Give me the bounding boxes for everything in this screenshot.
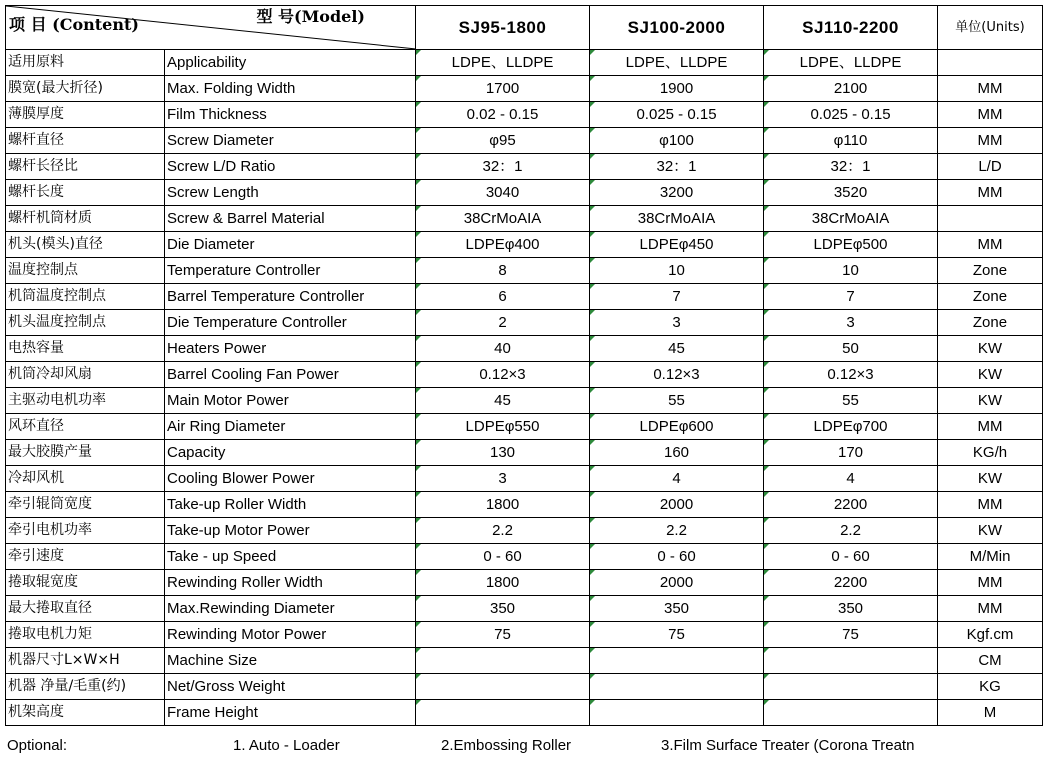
value-cell: 170 bbox=[764, 440, 938, 466]
table-row bbox=[6, 154, 1043, 180]
value-cell: 38CrMoAIA bbox=[416, 206, 590, 232]
value-cell: 6 bbox=[416, 284, 590, 310]
row-label-zh: 膜宽(最大折径) bbox=[6, 76, 165, 102]
row-label-en: Take-up Roller Width bbox=[165, 492, 416, 518]
value-cell: φ100 bbox=[590, 128, 764, 154]
value-cell: 3 bbox=[590, 310, 764, 336]
optional-item: 3.Film Surface Treater (Corona Treatn bbox=[661, 737, 915, 754]
table-row bbox=[6, 492, 1043, 518]
table-row bbox=[6, 674, 1043, 700]
value-cell: 350 bbox=[590, 596, 764, 622]
unit-cell: MM bbox=[938, 76, 1043, 102]
unit-cell: KW bbox=[938, 518, 1043, 544]
value-cell: 7 bbox=[590, 284, 764, 310]
value-cell: 130 bbox=[416, 440, 590, 466]
unit-cell: KW bbox=[938, 466, 1043, 492]
row-label-en: Net/Gross Weight bbox=[165, 674, 416, 700]
value-cell: LDPE、LLDPE bbox=[764, 50, 938, 76]
value-cell: 32：1 bbox=[590, 154, 764, 180]
value-cell: 3 bbox=[764, 310, 938, 336]
value-cell: 2200 bbox=[764, 570, 938, 596]
unit-cell: L/D bbox=[938, 154, 1043, 180]
item-label: 项 目 (Content) bbox=[9, 15, 139, 34]
optional-label: Optional: bbox=[7, 737, 68, 754]
value-cell: 350 bbox=[764, 596, 938, 622]
row-label-en: Applicability bbox=[165, 50, 416, 76]
optional-item: 2.Embossing Roller bbox=[441, 737, 572, 754]
value-cell bbox=[590, 700, 764, 726]
value-cell: 38CrMoAIA bbox=[764, 206, 938, 232]
header-diagonal-cell bbox=[6, 6, 416, 50]
row-label-en: Film Thickness bbox=[165, 102, 416, 128]
table-row bbox=[6, 622, 1043, 648]
value-cell: 350 bbox=[416, 596, 590, 622]
row-label-zh: 牵引电机功率 bbox=[6, 518, 165, 544]
row-label-zh: 机器 净量/毛重(约) bbox=[6, 674, 165, 700]
row-label-zh: 牵引辊筒宽度 bbox=[6, 492, 165, 518]
value-cell: LDPEφ600 bbox=[590, 414, 764, 440]
value-cell: 45 bbox=[416, 388, 590, 414]
optional-line bbox=[7, 737, 1047, 757]
row-label-zh: 电热容量 bbox=[6, 336, 165, 362]
table-row bbox=[6, 362, 1043, 388]
value-cell: LDPEφ500 bbox=[764, 232, 938, 258]
value-cell: 8 bbox=[416, 258, 590, 284]
value-cell: 3520 bbox=[764, 180, 938, 206]
value-cell: φ110 bbox=[764, 128, 938, 154]
row-label-en: Rewinding Roller Width bbox=[165, 570, 416, 596]
unit-cell: Kgf.cm bbox=[938, 622, 1043, 648]
value-cell: 10 bbox=[590, 258, 764, 284]
table-row bbox=[6, 180, 1043, 206]
value-cell: φ95 bbox=[416, 128, 590, 154]
value-cell: LDPE、LLDPE bbox=[590, 50, 764, 76]
row-label-zh: 捲取辊宽度 bbox=[6, 570, 165, 596]
value-cell bbox=[764, 648, 938, 674]
value-cell: 1800 bbox=[416, 570, 590, 596]
row-label-zh: 螺杆直径 bbox=[6, 128, 165, 154]
row-label-en: Max.Rewinding Diameter bbox=[165, 596, 416, 622]
unit-cell: Zone bbox=[938, 310, 1043, 336]
value-cell: 45 bbox=[590, 336, 764, 362]
unit-cell: Zone bbox=[938, 284, 1043, 310]
value-cell: 2.2 bbox=[416, 518, 590, 544]
table-row bbox=[6, 258, 1043, 284]
value-cell: 0 - 60 bbox=[764, 544, 938, 570]
model-header: SJ100-2000 bbox=[590, 6, 764, 50]
table-row bbox=[6, 518, 1043, 544]
value-cell: 75 bbox=[590, 622, 764, 648]
value-cell: LDPEφ550 bbox=[416, 414, 590, 440]
value-cell: 3 bbox=[416, 466, 590, 492]
value-cell: 2200 bbox=[764, 492, 938, 518]
unit-cell: M bbox=[938, 700, 1043, 726]
value-cell: 1800 bbox=[416, 492, 590, 518]
model-label: 型 号(Model) bbox=[256, 7, 365, 26]
value-cell: LDPEφ700 bbox=[764, 414, 938, 440]
table-row bbox=[6, 570, 1043, 596]
table-row bbox=[6, 50, 1043, 76]
row-label-zh: 最大胶膜产量 bbox=[6, 440, 165, 466]
value-cell: 55 bbox=[764, 388, 938, 414]
row-label-en: Die Temperature Controller bbox=[165, 310, 416, 336]
unit-cell: MM bbox=[938, 180, 1043, 206]
row-label-en: Air Ring Diameter bbox=[165, 414, 416, 440]
value-cell: 55 bbox=[590, 388, 764, 414]
value-cell: 75 bbox=[416, 622, 590, 648]
value-cell bbox=[764, 700, 938, 726]
row-label-zh: 螺杆长径比 bbox=[6, 154, 165, 180]
unit-cell: M/Min bbox=[938, 544, 1043, 570]
value-cell: 160 bbox=[590, 440, 764, 466]
value-cell: LDPEφ400 bbox=[416, 232, 590, 258]
table-row bbox=[6, 206, 1043, 232]
unit-cell: CM bbox=[938, 648, 1043, 674]
row-label-en: Barrel Temperature Controller bbox=[165, 284, 416, 310]
unit-cell: MM bbox=[938, 128, 1043, 154]
value-cell: 3200 bbox=[590, 180, 764, 206]
unit-cell bbox=[938, 50, 1043, 76]
value-cell: 3040 bbox=[416, 180, 590, 206]
unit-cell bbox=[938, 206, 1043, 232]
value-cell: 1900 bbox=[590, 76, 764, 102]
value-cell bbox=[416, 674, 590, 700]
row-label-en: Screw & Barrel Material bbox=[165, 206, 416, 232]
optional-item: 1. Auto - Loader bbox=[233, 737, 340, 754]
value-cell: 2 bbox=[416, 310, 590, 336]
row-label-en: Die Diameter bbox=[165, 232, 416, 258]
spec-table bbox=[5, 5, 1043, 726]
row-label-en: Capacity bbox=[165, 440, 416, 466]
value-cell: 38CrMoAIA bbox=[590, 206, 764, 232]
unit-cell: MM bbox=[938, 102, 1043, 128]
table-row bbox=[6, 310, 1043, 336]
value-cell: 2000 bbox=[590, 492, 764, 518]
unit-cell: KW bbox=[938, 388, 1043, 414]
table-row bbox=[6, 388, 1043, 414]
value-cell: 32：1 bbox=[764, 154, 938, 180]
row-label-en: Cooling Blower Power bbox=[165, 466, 416, 492]
row-label-zh: 机器尺寸L×W×H bbox=[6, 648, 165, 674]
row-label-zh: 薄膜厚度 bbox=[6, 102, 165, 128]
value-cell bbox=[764, 674, 938, 700]
unit-cell: MM bbox=[938, 570, 1043, 596]
row-label-en: Barrel Cooling Fan Power bbox=[165, 362, 416, 388]
row-label-zh: 温度控制点 bbox=[6, 258, 165, 284]
row-label-zh: 主驱动电机功率 bbox=[6, 388, 165, 414]
value-cell: 0.12×3 bbox=[590, 362, 764, 388]
value-cell: 2000 bbox=[590, 570, 764, 596]
row-label-en: Take - up Speed bbox=[165, 544, 416, 570]
value-cell: 2.2 bbox=[590, 518, 764, 544]
row-label-zh: 机头温度控制点 bbox=[6, 310, 165, 336]
value-cell: LDPE、LLDPE bbox=[416, 50, 590, 76]
table-row bbox=[6, 336, 1043, 362]
value-cell: 50 bbox=[764, 336, 938, 362]
value-cell: 1700 bbox=[416, 76, 590, 102]
table-row bbox=[6, 76, 1043, 102]
row-label-zh: 机筒温度控制点 bbox=[6, 284, 165, 310]
row-label-en: Screw Length bbox=[165, 180, 416, 206]
value-cell bbox=[590, 648, 764, 674]
table-row bbox=[6, 700, 1043, 726]
table-row bbox=[6, 414, 1043, 440]
value-cell: 0.02 - 0.15 bbox=[416, 102, 590, 128]
unit-cell: KG bbox=[938, 674, 1043, 700]
value-cell bbox=[416, 648, 590, 674]
header-row bbox=[6, 6, 1043, 50]
table-row bbox=[6, 440, 1043, 466]
value-cell: 7 bbox=[764, 284, 938, 310]
value-cell: 10 bbox=[764, 258, 938, 284]
unit-cell: MM bbox=[938, 596, 1043, 622]
model-header: SJ95-1800 bbox=[416, 6, 590, 50]
row-label-zh: 机筒冷却风扇 bbox=[6, 362, 165, 388]
value-cell: 4 bbox=[764, 466, 938, 492]
row-label-en: Machine Size bbox=[165, 648, 416, 674]
table-row bbox=[6, 232, 1043, 258]
unit-cell: KG/h bbox=[938, 440, 1043, 466]
table-row bbox=[6, 128, 1043, 154]
unit-cell: KW bbox=[938, 336, 1043, 362]
row-label-zh: 螺杆机筒材质 bbox=[6, 206, 165, 232]
table-row bbox=[6, 466, 1043, 492]
value-cell: 0.025 - 0.15 bbox=[590, 102, 764, 128]
value-cell: 2100 bbox=[764, 76, 938, 102]
table-row bbox=[6, 544, 1043, 570]
row-label-en: Max. Folding Width bbox=[165, 76, 416, 102]
row-label-en: Screw Diameter bbox=[165, 128, 416, 154]
value-cell: 75 bbox=[764, 622, 938, 648]
row-label-en: Screw L/D Ratio bbox=[165, 154, 416, 180]
row-label-zh: 捲取电机力矩 bbox=[6, 622, 165, 648]
row-label-zh: 风环直径 bbox=[6, 414, 165, 440]
row-label-zh: 机架高度 bbox=[6, 700, 165, 726]
value-cell: 32：1 bbox=[416, 154, 590, 180]
value-cell: 0.12×3 bbox=[416, 362, 590, 388]
row-label-en: Rewinding Motor Power bbox=[165, 622, 416, 648]
row-label-en: Take-up Motor Power bbox=[165, 518, 416, 544]
value-cell: 4 bbox=[590, 466, 764, 492]
value-cell: 0.025 - 0.15 bbox=[764, 102, 938, 128]
row-label-zh: 冷却风机 bbox=[6, 466, 165, 492]
row-label-en: Heaters Power bbox=[165, 336, 416, 362]
unit-cell: MM bbox=[938, 232, 1043, 258]
unit-cell: MM bbox=[938, 414, 1043, 440]
value-cell: 0.12×3 bbox=[764, 362, 938, 388]
unit-cell: MM bbox=[938, 492, 1043, 518]
row-label-en: Temperature Controller bbox=[165, 258, 416, 284]
value-cell bbox=[590, 674, 764, 700]
row-label-en: Frame Height bbox=[165, 700, 416, 726]
table-row bbox=[6, 284, 1043, 310]
value-cell: LDPEφ450 bbox=[590, 232, 764, 258]
table-row bbox=[6, 648, 1043, 674]
row-label-zh: 机头(模头)直径 bbox=[6, 232, 165, 258]
row-label-zh: 最大捲取直径 bbox=[6, 596, 165, 622]
value-cell: 40 bbox=[416, 336, 590, 362]
unit-cell: Zone bbox=[938, 258, 1043, 284]
value-cell: 0 - 60 bbox=[590, 544, 764, 570]
value-cell: 0 - 60 bbox=[416, 544, 590, 570]
row-label-zh: 适用原料 bbox=[6, 50, 165, 76]
row-label-zh: 螺杆长度 bbox=[6, 180, 165, 206]
unit-cell: KW bbox=[938, 362, 1043, 388]
table-row bbox=[6, 596, 1043, 622]
table-row bbox=[6, 102, 1043, 128]
row-label-en: Main Motor Power bbox=[165, 388, 416, 414]
row-label-zh: 牵引速度 bbox=[6, 544, 165, 570]
value-cell: 2.2 bbox=[764, 518, 938, 544]
unit-header: 单位(Units) bbox=[938, 6, 1043, 50]
value-cell bbox=[416, 700, 590, 726]
model-header: SJ110-2200 bbox=[764, 6, 938, 50]
